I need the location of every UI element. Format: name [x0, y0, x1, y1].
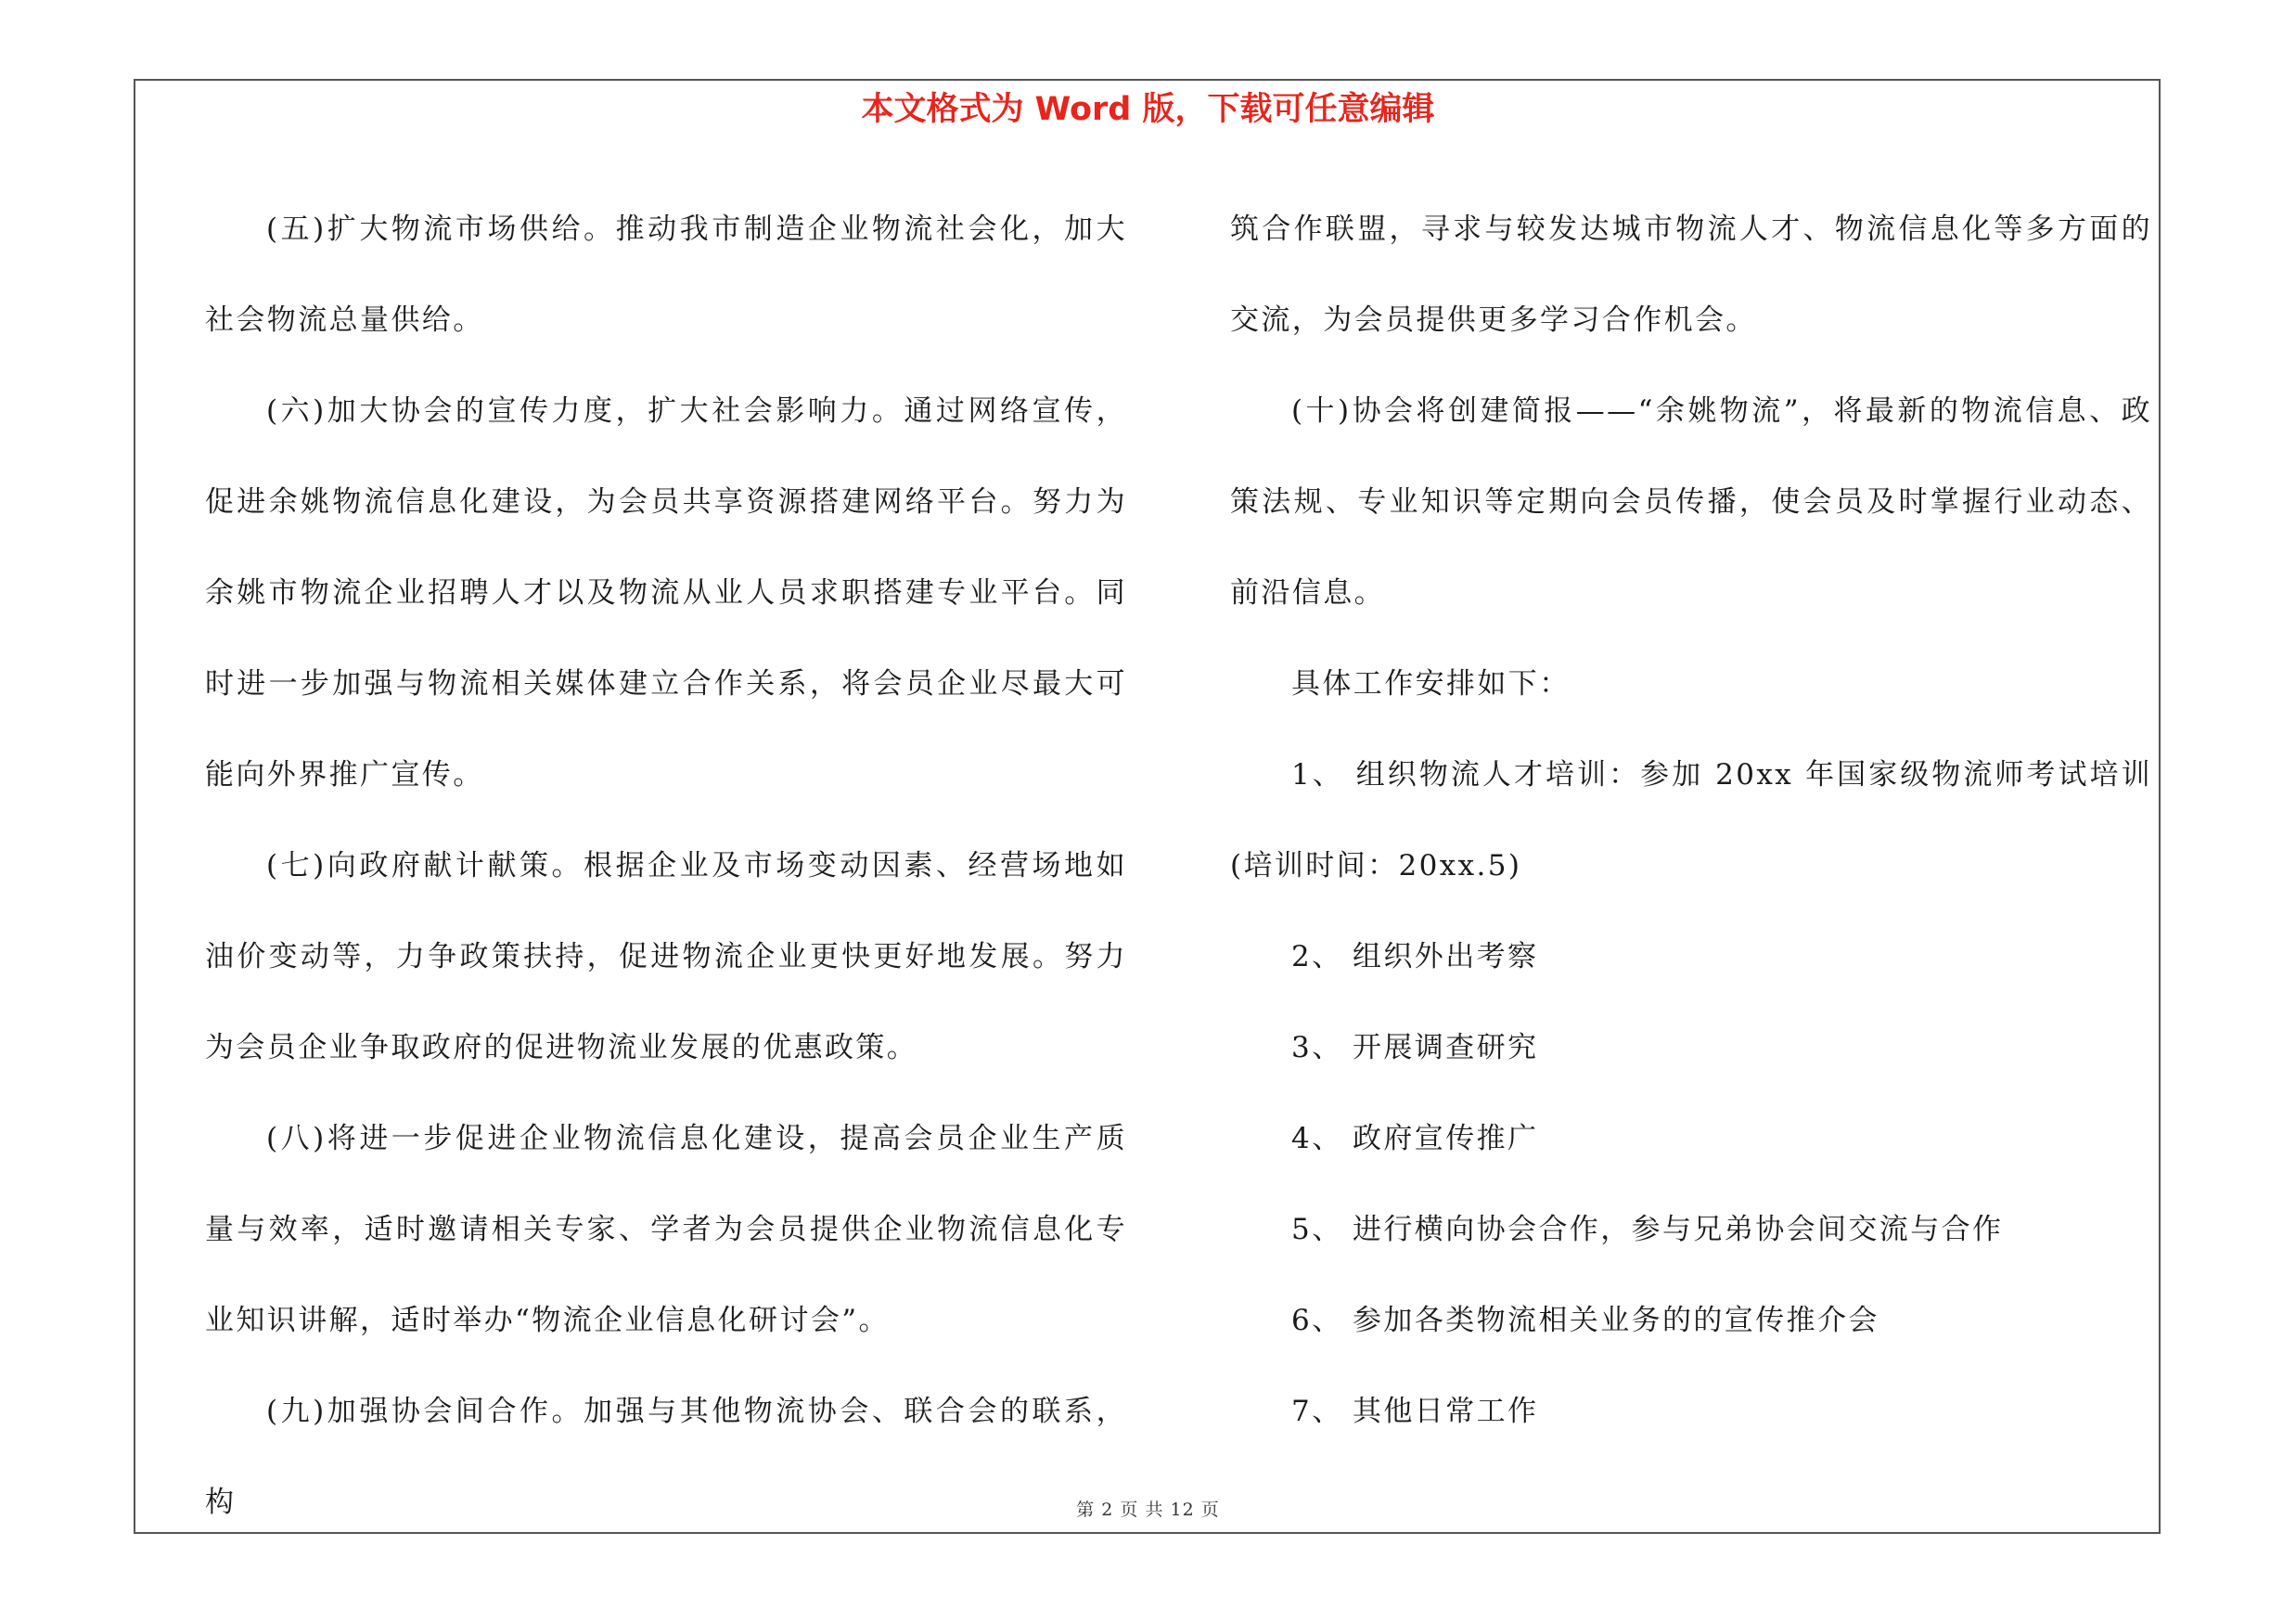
right-column	[1230, 184, 2152, 1457]
page-number-footer: 第 2 页 共 12 页	[1076, 1500, 1220, 1520]
left-column	[205, 184, 1127, 1548]
schedule-item-text: 进行横向协会合作，参与兄弟协会间交流与合作	[1353, 1213, 2004, 1246]
schedule-item	[1230, 1002, 2152, 1093]
paragraph-nine: (九)加强协会间合作。加强与其他物流协会、联合会的联系，构	[205, 1395, 1127, 1519]
paragraph-nine-continued: 筑合作联盟，寻求与较发达城市物流人才、物流信息化等多方面的交流，为会员提供更多学习合作机会。	[1230, 213, 2152, 337]
schedule-item	[1230, 911, 2152, 1002]
schedule-item-text: 参加各类物流相关业务的的宣传推介会	[1353, 1304, 1879, 1337]
schedule-item-number: 4、	[1291, 1122, 1343, 1155]
schedule-item-number: 7、	[1291, 1395, 1343, 1428]
schedule-intro: 具体工作安排如下：	[1291, 667, 1571, 701]
paragraph-five: (五)扩大物流市场供给。推动我市制造企业物流社会化，加大社会物流总量供给。	[205, 213, 1127, 337]
paragraph-ten: (十)协会将创建简报——“余姚物流”，将最新的物流信息、政策法规、专业知识等定期向会员传播，使会员及时掌握行业动态、前沿信息。	[1230, 394, 2152, 610]
schedule-item-1: 1、 组织物流人才培训：参加 20xx 年国家级物流师考试培训(培训时间：20xx.5)	[1230, 758, 2152, 882]
schedule-item	[1230, 1093, 2152, 1184]
schedule-item	[1230, 1184, 2152, 1275]
paragraph-six: (六)加大协会的宣传力度，扩大社会影响力。通过网络宣传，促进余姚物流信息化建设，为会员共享资源搭建网络平台。努力为余姚市物流企业招聘人才以及物流从业人员求职搭建专业平台。同时进一步加强与物流相关媒体建立合作关系，将会员企业尽最大可能向外界推广宣传。	[205, 394, 1127, 792]
schedule-item	[1230, 1366, 2152, 1457]
schedule-item-number: 5、	[1291, 1213, 1343, 1246]
paragraph-eight: (八)将进一步促进企业物流信息化建设，提高会员企业生产质量与效率，适时邀请相关专家、学者为会员提供企业物流信息化专业知识讲解，适时举办“物流企业信息化研讨会”。	[205, 1122, 1127, 1337]
schedule-item-text: 其他日常工作	[1353, 1395, 1539, 1428]
format-notice-banner: 本文格式为 Word 版，下载可任意编辑	[861, 91, 1435, 128]
schedule-item-number: 2、	[1291, 940, 1343, 973]
schedule-item-text: 开展调查研究	[1353, 1031, 1539, 1064]
paragraph-seven: (七)向政府献计献策。根据企业及市场变动因素、经营场地如油价变动等，力争政策扶持，促进物流企业更快更好地发展。努力为会员企业争取政府的促进物流业发展的优惠政策。	[205, 849, 1127, 1064]
schedule-item-number: 3、	[1291, 1031, 1343, 1064]
schedule-item-number: 6、	[1291, 1304, 1343, 1337]
schedule-item-text: 组织外出考察	[1353, 940, 1539, 973]
schedule-item	[1230, 1275, 2152, 1366]
schedule-item-text: 政府宣传推广	[1353, 1122, 1539, 1155]
